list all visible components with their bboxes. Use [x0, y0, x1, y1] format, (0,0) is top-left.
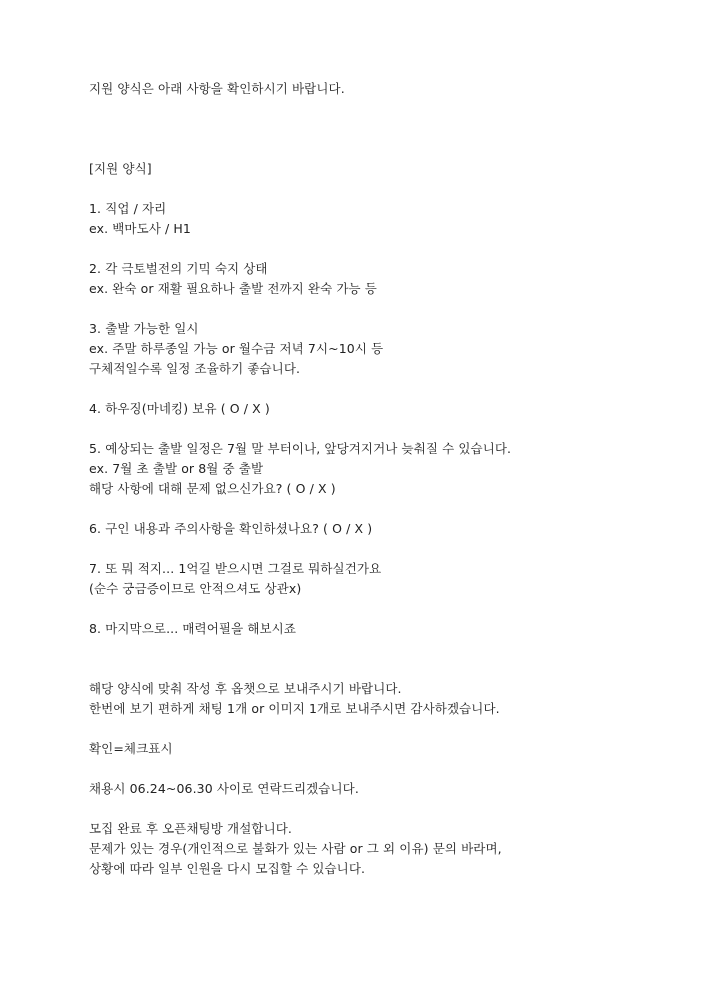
question-2-title: 2. 각 극토벌전의 기믹 숙지 상태 — [89, 261, 268, 276]
question-8 — [89, 619, 689, 639]
question-2 — [89, 259, 689, 299]
question-7-note: (순수 궁금증이므로 안적으셔도 상관x) — [89, 581, 302, 596]
question-3-title: 3. 출발 가능한 일시 — [89, 321, 199, 336]
question-4-title: 4. 하우징(마네킹) 보유 ( O / X ) — [89, 401, 270, 416]
form-header: [지원 양식] — [89, 161, 152, 176]
submit-line-1: 해당 양식에 맞춰 작성 후 옵챗으로 보내주시기 바랍니다. — [89, 681, 402, 696]
closing-line-3: 상황에 따라 일부 인원을 다시 모집할 수 있습니다. — [89, 861, 366, 876]
question-4 — [89, 399, 689, 419]
question-6-title: 6. 구인 내용과 주의사항을 확인하셨나요? ( O / X ) — [89, 521, 373, 536]
closing-line-2: 문제가 있는 경우(개인적으로 불화가 있는 사람 or 그 외 이유) 문의 바라며, — [89, 841, 502, 856]
closing-line-1: 모집 완료 후 오픈채팅방 개설합니다. — [89, 821, 292, 836]
question-3-note: 구체적일수록 일정 조율하기 좋습니다. — [89, 361, 301, 376]
question-5-example: ex. 7월 초 출발 or 8월 중 출발 — [89, 461, 264, 476]
question-5-question: 해당 사항에 대해 문제 없으신가요? ( O / X ) — [89, 481, 336, 496]
submit-instructions — [89, 679, 689, 719]
recruitment-form-document — [89, 79, 689, 879]
question-7 — [89, 559, 689, 599]
question-1-example: ex. 백마도사 / H1 — [89, 221, 191, 236]
contact-note: 채용시 06.24~06.30 사이로 연락드리겠습니다. — [89, 781, 359, 796]
question-3-example: ex. 주말 하루종일 가능 or 월수금 저녁 7시~10시 등 — [89, 341, 384, 356]
confirm-note: 확인=체크표시 — [89, 741, 173, 756]
question-1 — [89, 199, 689, 239]
question-8-title: 8. 마지막으로... 매력어필을 해보시죠 — [89, 621, 297, 636]
question-5 — [89, 439, 689, 499]
question-2-example: ex. 완숙 or 재활 필요하나 출발 전까지 완숙 가능 등 — [89, 281, 377, 296]
question-5-title: 5. 예상되는 출발 일정은 7월 말 부터이나, 앞당겨지거나 늦춰질 수 있습니다. — [89, 441, 512, 456]
submit-line-2: 한번에 보기 편하게 채팅 1개 or 이미지 1개로 보내주시면 감사하겠습니다. — [89, 701, 500, 716]
question-3 — [89, 319, 689, 379]
question-7-title: 7. 또 뭐 적지... 1억길 받으시면 그걸로 뭐하실건가요 — [89, 561, 382, 576]
closing-notes — [89, 819, 689, 879]
question-6 — [89, 519, 689, 539]
question-1-title: 1. 직업 / 자리 — [89, 201, 167, 216]
intro-text: 지원 양식은 아래 사항을 확인하시기 바랍니다. — [89, 81, 345, 96]
